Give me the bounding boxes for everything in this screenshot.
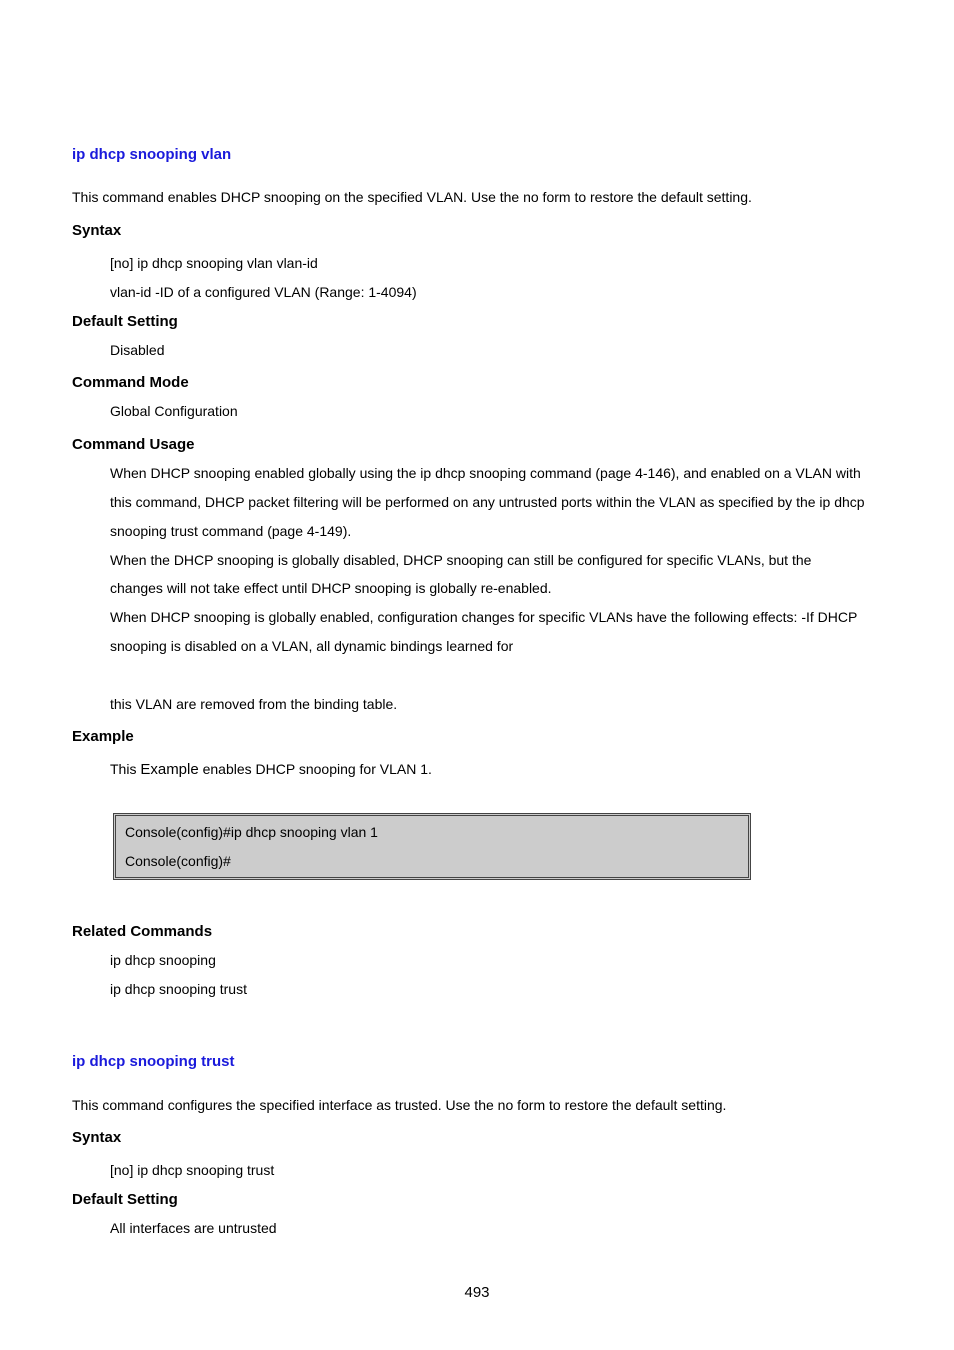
related-command-item: ip dhcp snooping <box>110 952 216 968</box>
related-commands-heading: Related Commands <box>72 923 213 940</box>
syntax-heading: Syntax <box>72 1129 122 1146</box>
usage-line: When the DHCP snooping is globally disabled, DHCP snooping can still be configured for specific VLANs, but the <box>110 552 812 568</box>
example-description <box>110 761 432 778</box>
console-line: Console(config)# <box>125 853 231 869</box>
usage-line: this command, DHCP packet filtering will be performed on any untrusted ports within the VLAN as specified by the ip dhcp <box>110 494 865 510</box>
usage-line: this VLAN are removed from the binding table. <box>110 696 398 712</box>
default-setting-heading: Default Setting <box>72 1191 178 1208</box>
usage-line: When DHCP snooping enabled globally using the ip dhcp snooping command (page 4-146), and enabled on a VLAN with <box>110 465 861 481</box>
command-mode-value: Global Configuration <box>110 403 238 419</box>
console-example-box <box>113 813 751 880</box>
section-intro: This command enables DHCP snooping on the specified VLAN. Use the no form to restore the default setting. <box>72 189 752 205</box>
section-title-dhcp-snooping-vlan: ip dhcp snooping vlan <box>72 146 232 163</box>
section-title-dhcp-snooping-trust: ip dhcp snooping trust <box>72 1053 235 1070</box>
example-text-post: enables DHCP snooping for VLAN 1. <box>198 761 432 777</box>
example-text-pre: This <box>110 761 141 777</box>
default-setting-heading: Default Setting <box>72 313 178 330</box>
usage-line: When DHCP snooping is globally enabled, configuration changes for specific VLANs have the following effects: -If DHCP <box>110 609 858 625</box>
default-setting-value: Disabled <box>110 342 165 358</box>
syntax-line: [no] ip dhcp snooping vlan vlan-id <box>110 255 318 271</box>
syntax-line: [no] ip dhcp snooping trust <box>110 1162 275 1178</box>
command-usage-heading: Command Usage <box>72 436 195 453</box>
usage-line: snooping is disabled on a VLAN, all dynamic bindings learned for <box>110 638 514 654</box>
syntax-heading: Syntax <box>72 222 122 239</box>
usage-line: snooping trust command (page 4-149). <box>110 523 352 539</box>
page-number: 493 <box>464 1284 490 1301</box>
syntax-param: vlan-id -ID of a configured VLAN (Range: 1-4094) <box>110 284 417 300</box>
related-command-item: ip dhcp snooping trust <box>110 981 247 997</box>
section-intro: This command configures the specified interface as trusted. Use the no form to restore the default setting. <box>72 1097 727 1113</box>
default-setting-value: All interfaces are untrusted <box>110 1220 277 1236</box>
example-heading: Example <box>72 728 134 745</box>
command-mode-heading: Command Mode <box>72 374 189 391</box>
usage-line: changes will not take effect until DHCP snooping is globally re-enabled. <box>110 580 552 596</box>
console-line: Console(config)#ip dhcp snooping vlan 1 <box>125 824 378 840</box>
example-text-word: Example <box>140 761 199 778</box>
